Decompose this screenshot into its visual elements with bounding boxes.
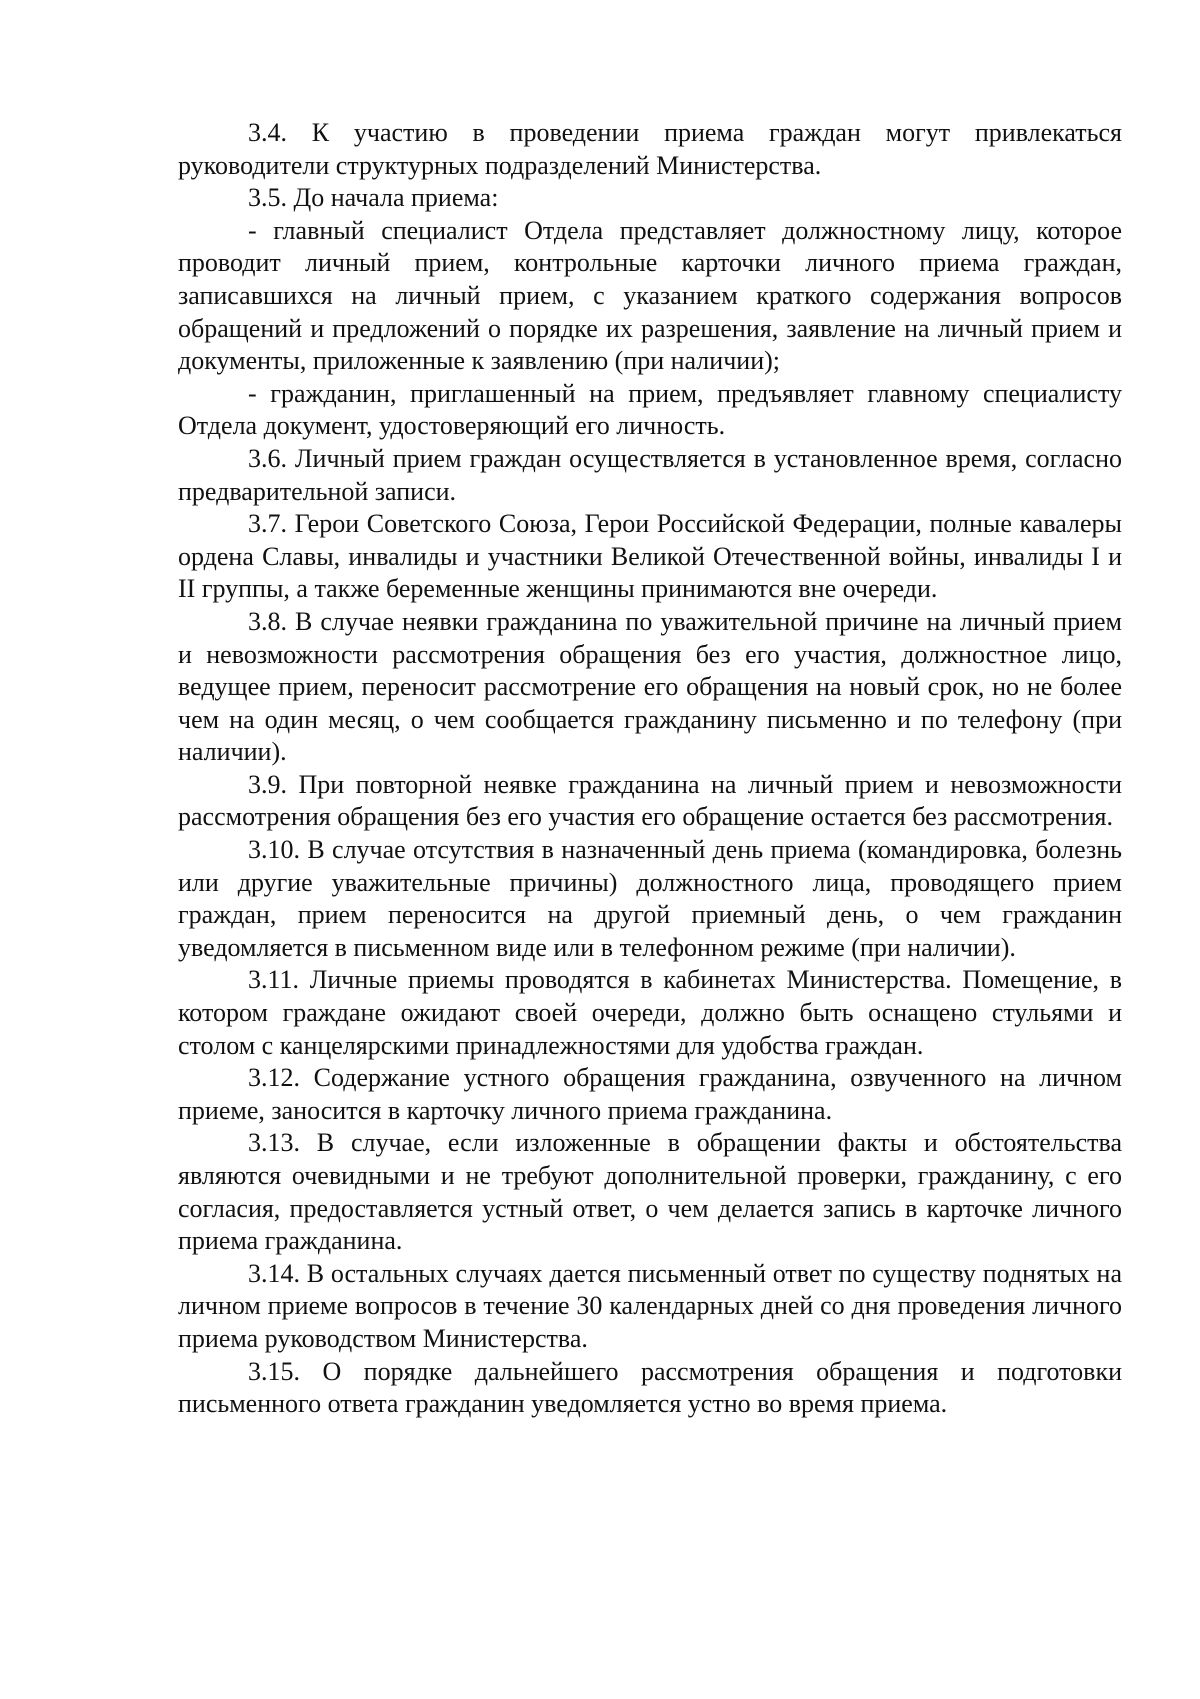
paragraph-3-5: 3.5. До начала приема: bbox=[248, 183, 499, 213]
paragraph-3-6: 3.6. Личный прием граждан осуществляется в установленное время, согласно предварительной записи. bbox=[178, 443, 1122, 506]
paragraph-3-5-item-specialist: - главный специалист Отдела представляет должностному лицу, которое проводит личный прием, контрольные карточки личного приема граждан, записавшихся на личный прием, с указанием краткого содержания вопросов обращений и предложений о порядке их разрешения, заявление на личный прием и документы, приложенные к заявлению (при наличии); bbox=[178, 215, 1122, 376]
paragraph-3-9: 3.9. При повторной неявке гражданина на личный прием и невозможности рассмотрения обращения без его участия его обращение остается без рассмотрения. bbox=[178, 769, 1122, 832]
document-body bbox=[178, 117, 1122, 1421]
paragraph-3-11: 3.11. Личные приемы проводятся в кабинетах Министерства. Помещение, в котором граждане ожидают своей очереди, должно быть оснащено стульями и столом с канцелярскими принадлежностями для удобства граждан. bbox=[178, 965, 1122, 1060]
paragraph-3-14: 3.14. В остальных случаях дается письменный ответ по существу поднятых на личном приеме вопросов в течение 30 календарных дней со дня проведения личного приема руководством Министерства. bbox=[178, 1258, 1122, 1353]
paragraph-3-15: 3.15. О порядке дальнейшего рассмотрения обращения и подготовки письменного ответа гражданин уведомляется устно во время приема. bbox=[178, 1356, 1122, 1419]
paragraph-3-13: 3.13. В случае, если изложенные в обращении факты и обстоятельства являются очевидными и не требуют дополнительной проверки, гражданину, с его согласия, предоставляется устный ответ, о чем делается запись в карточке личного приема гражданина. bbox=[178, 1128, 1122, 1256]
paragraph-3-10: 3.10. В случае отсутствия в назначенный день приема (командировка, болезнь или другие уважительные причины) должностного лица, проводящего прием граждан, прием переносится на другой приемный день, о чем гражданин уведомляется в письменном виде или в телефонном режиме (при наличии). bbox=[178, 835, 1122, 962]
paragraph-3-8: 3.8. В случае неявки гражданина по уважительной причине на личный прием и невозможности рассмотрения обращения без его участия, должностное лицо, ведущее прием, переносит рассмотрение его обращения на новый срок, но не более чем на один месяц, о чем сообщается гражданину письменно и по телефону (при наличии). bbox=[178, 606, 1122, 767]
paragraph-3-7: 3.7. Герои Советского Союза, Герои Российской Федерации, полные кавалеры ордена Славы, инвалиды и участники Великой Отечественной войны, инвалиды I и II группы, а также беременные женщины принимаются вне очереди. bbox=[178, 509, 1122, 604]
paragraph-3-12: 3.12. Содержание устного обращения гражданина, озвученного на личном приеме, заносится в карточку личного приема гражданина. bbox=[178, 1063, 1122, 1125]
paragraph-3-4: 3.4. К участию в проведении приема граждан могут привлекаться руководители структурных подразделений Министерства. bbox=[178, 118, 1122, 180]
paragraph-3-5-item-citizen: - гражданин, приглашенный на прием, предъявляет главному специалисту Отдела документ, удостоверяющий его личность. bbox=[178, 378, 1122, 441]
